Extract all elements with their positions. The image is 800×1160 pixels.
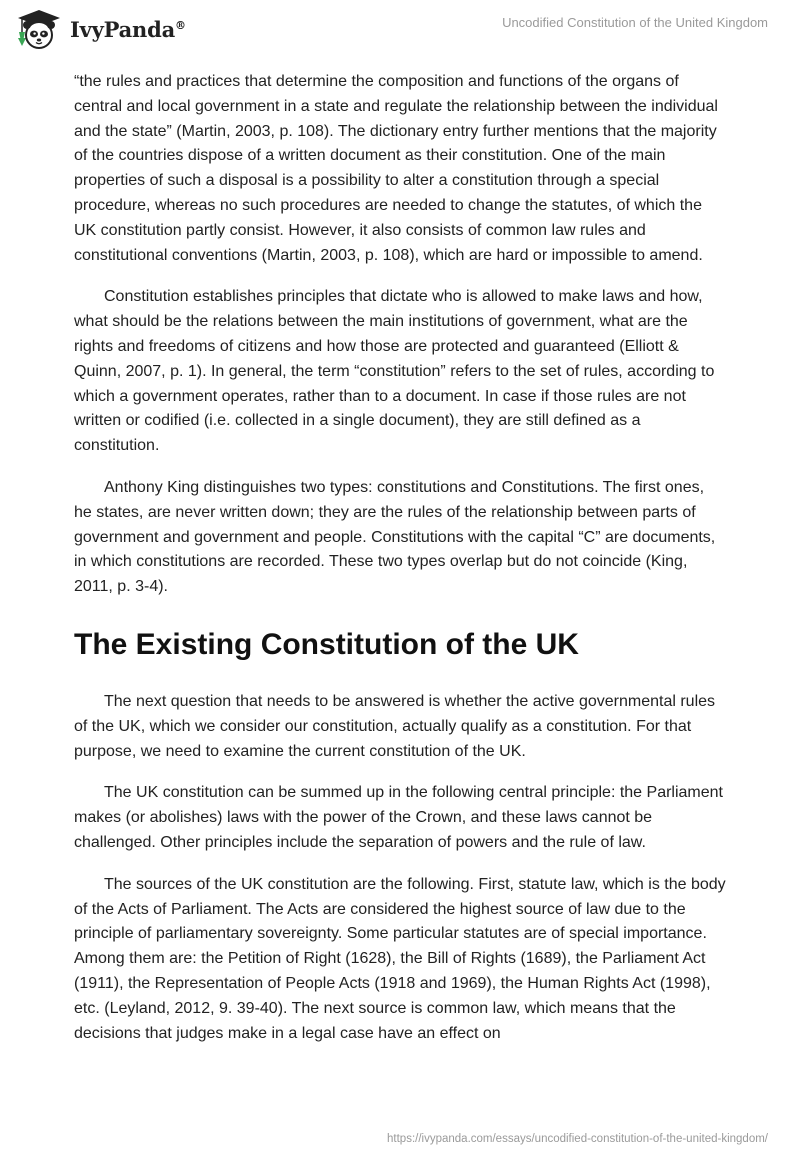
paragraph-1: “the rules and practices that determine the composition and functions of the organs of central and local government in a state and regulate the relationship between the individual and the state” (Martin, 2003, p. 108). The dictionary entry further mentions that the majority of the countries dispose of a written document as their constitution. One of the main properties of such a disposal is a possibility to alter a constitution through a special procedure, whereas no such procedures are needed to change the statutes, of which the UK constitution partly consist. However, it also consists of common law rules and constitutional conventions (Martin, 2003, p. 108), which are hard or impossible to amend. — [74, 73, 718, 264]
paragraph-4: The next question that needs to be answered is whether the active governmental rules of the UK, which we consider our constitution, actually qualify as a constitution. For that purpose, we need to examine the current constitution of the UK. — [74, 692, 716, 760]
panda-graduate-icon — [14, 8, 64, 50]
ivypanda-logo[interactable] — [14, 8, 186, 50]
document-title: Uncodified Constitution of the United Kingdom — [502, 15, 768, 30]
paragraph-2: Constitution establishes principles that dictate who is allowed to make laws and how, what should be the relations between the main institutions of government, what are the rights and freedoms of citizens and how those are protected and guaranteed (Elliott & Quinn, 2007, p. 1). In general, the term “constitution” refers to the set of rules, according to which a government operates, rather than to a document. In case if those rules are not written or codified (i.e. collected in a single document), they are still defined as a constitution. — [74, 288, 715, 455]
page-header — [0, 0, 800, 60]
logo-wordmark: IvyPanda® — [70, 16, 186, 42]
source-url[interactable]: https://ivypanda.com/essays/uncodified-constitution-of-the-united-kingdom/ — [387, 1133, 768, 1145]
section-heading: The Existing Constitution of the UK — [74, 627, 579, 661]
paragraph-3: Anthony King distinguishes two types: constitutions and Constitutions. The first ones, he states, are never written down; they are the rules of the relationship between parts of government and government and people. Constitutions with the capital “C” are documents, in which constitutions are recorded. These two types overlap but do not coincide (King, 2011, p. 3-4). — [74, 478, 716, 596]
paragraph-5: The UK constitution can be summed up in the following central principle: the Parliament makes (or abolishes) laws with the power of the Crown, and these laws cannot be challenged. Other principles include the separation of powers and the rule of law. — [74, 784, 723, 851]
paragraph-6: The sources of the UK constitution are the following. First, statute law, which is the body of the Acts of Parliament. The Acts are considered the highest source of law due to the principle of parliamentary sovereignty. Some particular statutes are of special importance. Among them are: the Petition of Right (1628), the Bill of Rights (1689), the Parliament Act (1911), the Representation of People Acts (1918 and 1969), the Human Rights Act (1998), etc. (Leyland, 2012, 9. 39-40). The next source is common law, which means that the decisions that judges make in a legal case have an effect on — [74, 875, 726, 1042]
essay-body — [74, 70, 726, 1063]
